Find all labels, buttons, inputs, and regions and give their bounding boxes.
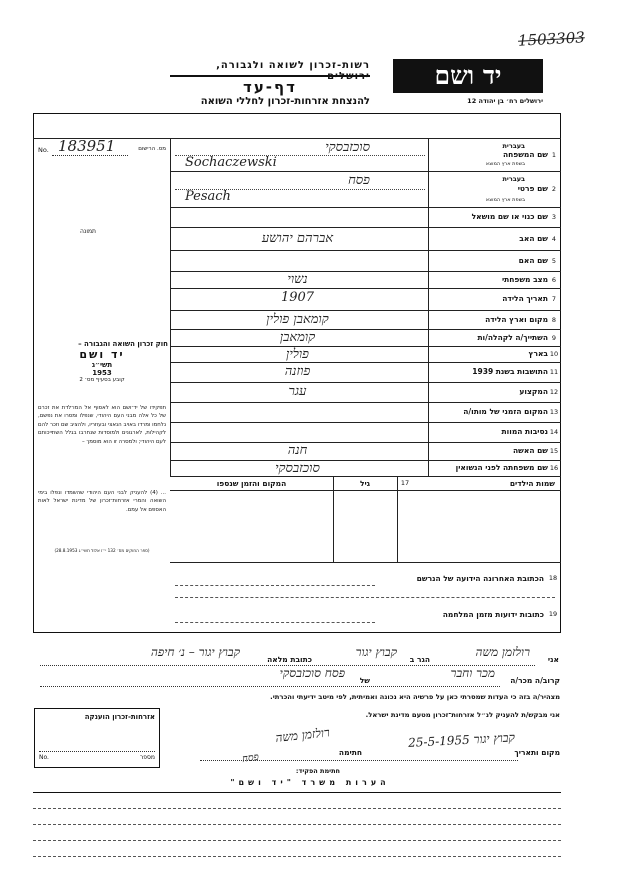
field-value: פולין (286, 347, 309, 362)
section-18-label: הכתובת האחרונה הידועה של הנרשם (416, 574, 544, 583)
law-year: 1953 (92, 369, 112, 377)
law-title: חוק זכרון השואה והגבורה – (78, 340, 168, 348)
field-value: חנה (287, 443, 308, 458)
official-signature: פסח (241, 751, 260, 766)
children-label (400, 479, 555, 488)
authority-title: רשות-זכרון לשואה ולגבורה, ירושלים (216, 60, 370, 82)
law-text-2: ... (4) להעניק לבני העם היהודי שהשמדו ונפלו בימי השואה והמרי אזרחות־זכרון של מדינת ישראל לאות האספם אל עמם. (38, 490, 166, 513)
law-footnote: (ספר החוקים מס׳ 132 י״ז אלול תשי״ג 28.8.1953) (54, 548, 150, 553)
field-num: 10 (549, 350, 559, 358)
notes-title: הערות משרד "יד ושם" (230, 778, 390, 787)
declaration-address-value: קבוץ יגור – נ׳ חיפה (150, 645, 240, 659)
law-year-he: תשי״ג (91, 361, 113, 369)
declaration-gar-value: קבוץ יגור (355, 645, 397, 659)
field-label: מצב משפחתי (501, 274, 548, 284)
citizenship-title: אזרחות-זכרון הוענקה (84, 713, 155, 721)
place-date-value: קבוץ יגור 25-5-1955 (407, 730, 516, 750)
official-label: חתימת הפקיד: (295, 767, 340, 775)
declaration-statement-1: מצהיר/ה בזה כי העדות שמסרתי כאן על פרשיה היא נכונה ואמיתית, לפי מיטב ידיעתי והכרתי. (270, 693, 560, 701)
declaration-statement-2: אני מבקש/ת להעניק לנ״ל אזרחות־זכרון מטעם מדינת ישראל. (365, 711, 560, 719)
no-label: No. (38, 146, 49, 154)
field-num: 1 (551, 150, 557, 159)
registry-label: מס. הרישום (138, 146, 166, 152)
place-date-label: מקום ותאריך (514, 748, 560, 757)
section-19-label: כתובות ידועות מזמן המלחמה (442, 610, 544, 619)
declaration-gar-label: הגר ב (409, 655, 430, 664)
field-label: התושבות בשנת 1939 (472, 367, 548, 376)
registry-number: 183951 (58, 137, 116, 155)
field-num: 15 (549, 447, 559, 455)
field-label: שם האשה (513, 446, 548, 455)
corner-archive-number: 1503303 (517, 28, 586, 50)
field-value: נשוי (287, 272, 308, 287)
field-num: 9 (551, 333, 557, 342)
section-19 (378, 610, 558, 619)
children-col-place: המקום והזמן שנספו (216, 479, 287, 488)
logo-text: יד ושם (434, 61, 502, 90)
field-value: 1907 (280, 290, 315, 305)
field-value-latin: Pesach (185, 189, 231, 204)
field-num: 12 (549, 388, 559, 396)
field-num: 7 (551, 295, 557, 303)
field-value: פוזנה (284, 364, 311, 379)
declaration-of-value: פסח סוכזבסקי (279, 666, 345, 680)
field-label: שם משפחתה לפני הנשואין (455, 463, 548, 472)
field-value-latin: Sochaczewski (185, 154, 277, 170)
children-col-age: גיל (359, 479, 371, 488)
field-num: 3 (551, 213, 557, 221)
field-sublabel: בעברית (502, 142, 525, 150)
field-label: שם כנוי או שם מושאל (471, 212, 548, 221)
field-label: נסיבות המוות (501, 427, 548, 436)
field-label: המקצוע (519, 387, 548, 396)
field-value: עגר (288, 384, 307, 399)
field-num: 8 (551, 315, 557, 324)
field-num: 11 (549, 368, 559, 376)
field-label: השתייך/ה לקהלה/ות (477, 332, 548, 342)
declaration-relation-label: קרוב/ה מכר/ה (510, 676, 560, 685)
citizenship-no-label: No. (39, 754, 49, 761)
field-value: קומאבן פולין (266, 311, 329, 327)
law-clause: קובע בסעיף מס׳ 2 (79, 377, 125, 383)
field-value: קומאבן (279, 330, 316, 345)
citizenship-box (34, 708, 160, 768)
field-value-hebrew: סוכזבסקי (325, 140, 370, 155)
field-num: 6 (551, 275, 557, 284)
field-num: 13 (549, 408, 559, 416)
field-label: שם האם (518, 255, 548, 265)
field-value-hebrew: פסח (348, 173, 370, 188)
section-18 (378, 574, 558, 583)
declaration-relation-value: מכר וחבר (450, 666, 495, 680)
declaration-ani-value: רולזמן משה (475, 645, 530, 659)
field-label: בארץ (528, 349, 548, 358)
photo-label: תמונה (80, 228, 96, 235)
signature-value: רולזמן משה (274, 725, 331, 745)
citizenship-number-label: מספר (139, 754, 155, 761)
field-sublabel: בשפת ארץ המוצא (485, 161, 525, 167)
field-label: מקום וארץ הלידה (485, 314, 548, 324)
field-num: 16 (549, 464, 559, 472)
field-num: 2 (551, 185, 557, 193)
law-text: תפקידו של יד־ושם הוא לאסוף אל המו־לדת את זכרם של כל אלה מבני העם היהודי, שנפלו ומסרו את נפשם, נלחמו ומרדו באויב הנאצי ובעוזריו, ולהציב שם וזכר להם לקהילות, לארגונים ולמוסדות שנחרבו בגלל השתייכותם לעם היהודי; ולמסרה זו הוא מוסמך – (38, 405, 166, 445)
field-label: שם פרטי (517, 184, 548, 193)
field-label: שם האב (519, 233, 548, 243)
field-num: 4 (551, 234, 557, 243)
children-num: 17 (400, 479, 410, 487)
declaration-address-label: כתובת מלאה (267, 655, 312, 664)
field-label: שם המשפחה (502, 149, 548, 159)
field-value: אברהם יהושע (261, 230, 334, 246)
declaration-of-label: של (359, 676, 370, 685)
field-num: 5 (551, 256, 557, 265)
field-sublabel: בעברית (502, 175, 525, 183)
field-label: תאריך הלידה (502, 294, 548, 303)
logo-address: ירושלים רח׳ בן יהודה 12 (467, 97, 543, 105)
section-19-num: 19 (548, 610, 558, 618)
form-title: דף-עד (243, 78, 297, 96)
declaration-ani-label: אני (547, 655, 559, 664)
form-subtitle: להנצחת אזרחות-זכרון לחללי השואה (200, 96, 370, 107)
yad-vashem-logo (393, 59, 543, 93)
field-num: 14 (549, 428, 559, 436)
children-col-names: שמות הילדים (509, 479, 555, 488)
signature-label: חתימה (338, 748, 362, 757)
field-sublabel: בשפת ארץ המוצא (485, 197, 525, 203)
section-18-num: 18 (548, 574, 558, 582)
field-label: המקום הזמני של מותו/ה (463, 407, 548, 416)
law-name: יד ושם (79, 348, 125, 361)
field-value: סוכזבסקי (275, 461, 320, 476)
